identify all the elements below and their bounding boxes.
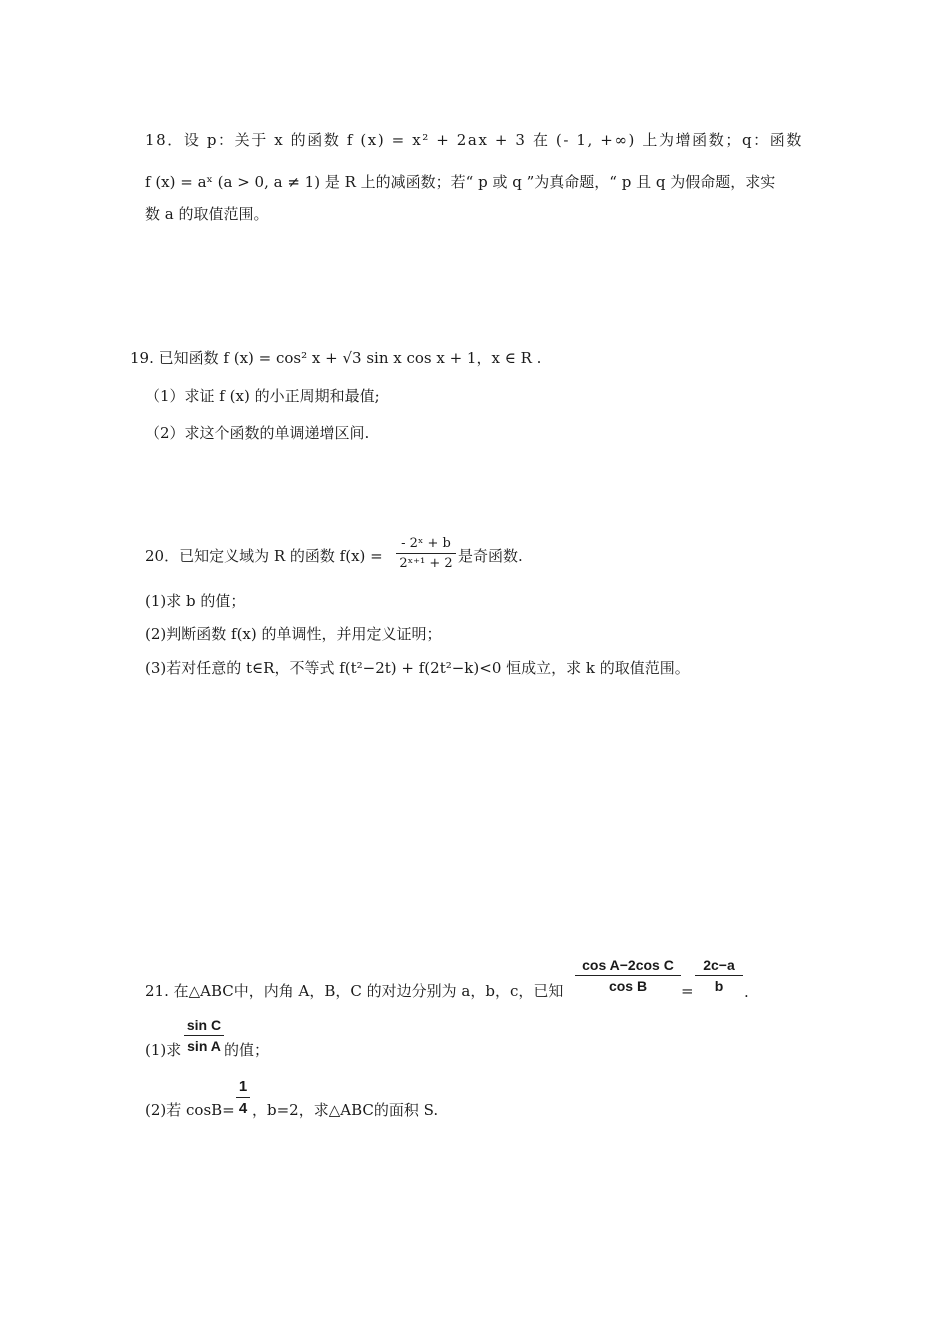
q20-frac-denominator: 2ˣ⁺¹ + 2 <box>399 556 453 571</box>
q21-part1-fraction <box>184 1017 224 1054</box>
q21-frac2-numerator: 2c−a <box>703 957 735 973</box>
q19-line1: 19. 已知函数 f (x) = cos² x + √3 sin x cos x + 1，x ∈ R . <box>130 349 542 367</box>
q21-frac1-bar <box>575 975 681 976</box>
q20-frac-numerator: - 2ˣ + b <box>401 536 451 551</box>
q21-frac2-denominator: b <box>714 978 724 994</box>
q21-fraction-right <box>695 957 743 994</box>
q21-part1-denominator: sin A <box>187 1038 221 1054</box>
q21-equals: = <box>681 982 694 1000</box>
q21-prefix: 21. 在△ABC中，内角 A，B，C 的对边分别为 a，b，c，已知 <box>145 982 564 1000</box>
q18-line2: f (x) = aˣ (a > 0, a ≠ 1) 是 R 上的减函数；若“ p 或 q ”为真命题，“ p 且 q 为假命题，求实 <box>145 173 776 191</box>
q21-part1-bar <box>184 1035 224 1036</box>
q18-line3: 数 a 的取值范围。 <box>145 205 269 223</box>
q21-part2-prefix: (2)若 cosB= <box>145 1101 235 1119</box>
q18-line1: 18．设 p：关于 x 的函数 f (x) = x² + 2ax + 3 在 (- 1, +∞) 上为增函数；q：函数 <box>145 131 803 149</box>
q21-part1-suffix: 的值； <box>224 1041 270 1059</box>
q21-frac1-denominator: cos B <box>608 978 648 994</box>
q21-end: . <box>744 983 749 1001</box>
q20-part2: (2)判断函数 f(x) 的单调性，并用定义证明； <box>145 625 442 643</box>
q21-part1-prefix: (1)求 <box>145 1041 182 1059</box>
q20-part3: (3)若对任意的 t∈R，不等式 f(t²−2t) + f(2t²−k)<0 恒成立，求 k 的取值范围。 <box>145 659 690 677</box>
q21-part2-fraction <box>236 1078 250 1117</box>
q20-suffix: 是奇函数. <box>458 547 523 565</box>
q21-frac1-numerator: cos A−2cos C <box>582 957 674 973</box>
q20-prefix: 20．已知定义域为 R 的函数 f(x) = <box>145 547 383 565</box>
q21-frac2-bar <box>695 975 743 976</box>
q19-part1: （1）求证 f (x) 的小正周期和最值; <box>145 387 380 405</box>
q21-part2-bar <box>236 1097 250 1098</box>
q21-fraction-left <box>575 957 681 994</box>
q19-part2: （2）求这个函数的单调递增区间. <box>145 424 370 442</box>
q20-fraction <box>396 536 456 571</box>
q20-frac-bar <box>396 553 456 554</box>
q21-part2-denominator: 4 <box>238 1100 248 1117</box>
q20-part1: (1)求 b 的值； <box>145 592 246 610</box>
q21-part2-numerator: 1 <box>238 1078 248 1095</box>
q21-part1-numerator: sin C <box>186 1017 222 1033</box>
q21-part2-suffix: ，b=2，求△ABC的面积 S. <box>252 1101 439 1119</box>
